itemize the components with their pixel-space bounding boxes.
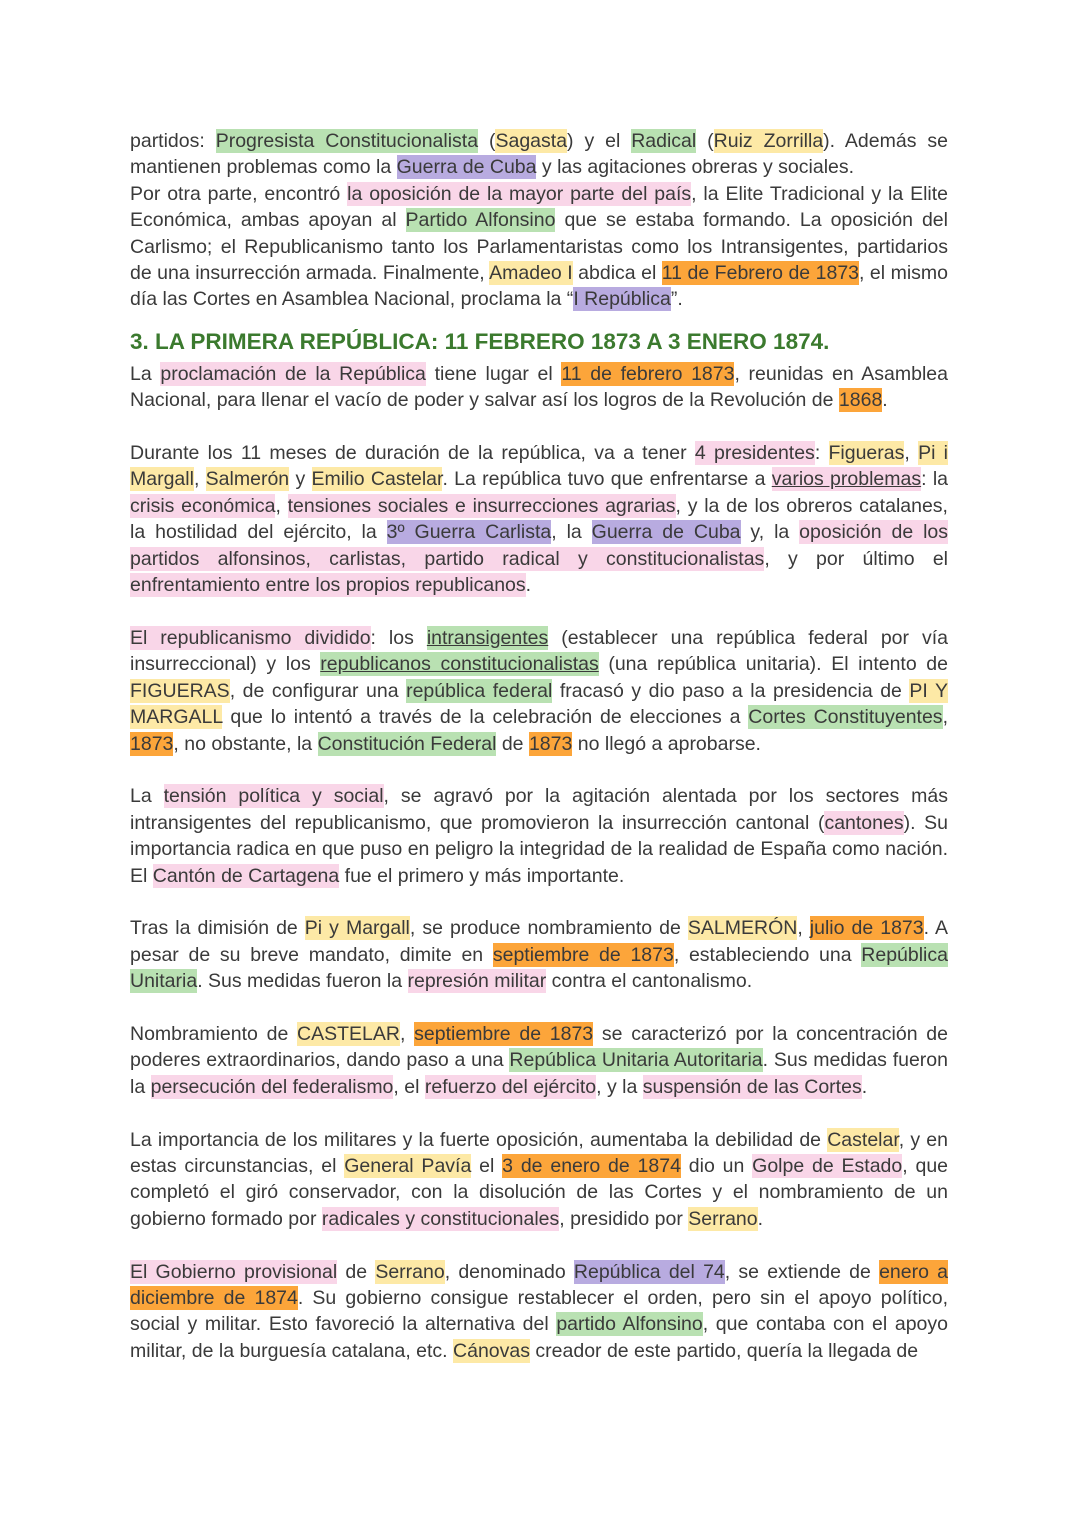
- text-run: .: [757, 1207, 764, 1230]
- text-run: , estableciendo una: [673, 943, 862, 966]
- text-run: Tras la dimisión de: [130, 917, 305, 940]
- highlight-pink: crisis económica: [130, 494, 276, 517]
- highlight-purple: Guerra de Cuba: [591, 521, 741, 544]
- text-run: y las agitaciones obreras y sociales.: [536, 156, 855, 179]
- highlight-yellow: Salmerón: [205, 468, 290, 491]
- text-run: ) y el: [567, 130, 632, 152]
- highlight-yellow: Pi y Margall: [304, 917, 410, 940]
- text-run: dio un: [680, 1154, 753, 1177]
- highlight-orange: septiembre de 1873: [492, 943, 674, 966]
- text-run: :: [814, 442, 829, 465]
- text-run: y, la: [740, 521, 800, 544]
- highlight-yellow: Amadeo I: [489, 262, 573, 285]
- highlight-orange: 1868: [838, 389, 883, 412]
- text-run: La: [130, 362, 161, 385]
- document-page: [130, 128, 948, 1391]
- text-run: se caracterizó por la concentración de poderes extraordinarios, dando paso a una: [130, 1022, 948, 1072]
- highlight-pink: tensión política y social: [163, 785, 384, 808]
- text-run: , y la de los obreros catalanes, la hostilidad del ejército, la: [130, 494, 948, 544]
- highlight-yellow: Figueras: [828, 442, 905, 465]
- highlight-pink: cantones: [824, 811, 904, 834]
- highlight-yellow: General Pavía: [344, 1154, 472, 1177]
- highlight-green: republicanos constitucionalistas: [320, 653, 599, 676]
- text-run: , la: [551, 521, 592, 544]
- highlight-green: república federal: [406, 679, 553, 702]
- text-run: ,: [400, 1022, 415, 1045]
- text-run: Por otra parte, encontró: [130, 182, 348, 205]
- text-run: (: [478, 130, 496, 152]
- highlight-orange: 3 de enero de 1874: [502, 1154, 681, 1177]
- text-run: creador de este partido, quería la llegada de: [530, 1339, 919, 1362]
- text-run: , el: [393, 1075, 425, 1098]
- highlight-green: intransigentes: [426, 626, 549, 649]
- text-run: La importancia de los militares y la fuerte oposición, aumentaba la debilidad de: [130, 1128, 828, 1151]
- highlight-yellow: SALMERÓN: [687, 917, 798, 940]
- highlight-pink: tensiones sociales e insurrecciones agrarias: [287, 494, 676, 517]
- highlight-pink: 4 presidentes: [694, 442, 815, 465]
- text-run: , que contaba con el apoyo militar, de la burguesía catalana, etc.: [130, 1313, 948, 1362]
- highlight-yellow: PI Y MARGALL: [130, 679, 949, 729]
- paragraph-presidentes: [130, 440, 948, 598]
- highlight-yellow: FIGUERAS: [130, 679, 230, 702]
- highlight-yellow: CASTELAR: [297, 1022, 400, 1045]
- text-run: . La república tuvo que enfrentarse a: [442, 468, 772, 491]
- highlight-green: Partido Alfonsino: [405, 209, 556, 232]
- paragraph-proclamacion: [130, 361, 948, 414]
- text-run: , se agravó por la agitación alentada por los sectores más intransigentes del republicanismo, que promovieron la insurrección cantonal (: [130, 785, 948, 834]
- highlight-green: Progresista Constitucionalista: [215, 130, 479, 152]
- highlight-orange: 11 de Febrero de 1873: [661, 262, 860, 285]
- text-run: de: [496, 732, 529, 755]
- text-run: , se extiende de: [724, 1260, 880, 1283]
- text-run: .: [882, 389, 888, 412]
- highlight-green: partido Alfonsino: [556, 1313, 703, 1336]
- text-run: , se produce nombramiento de: [409, 917, 688, 940]
- highlight-pink: refuerzo del ejército: [424, 1075, 597, 1098]
- text-run: que lo intentó a través de la celebración de elecciones a: [222, 706, 749, 729]
- highlight-purple: 3º Guerra Carlista: [386, 521, 552, 544]
- highlight-purple: I República: [573, 288, 671, 311]
- highlight-yellow: Ruiz Zorrilla: [713, 130, 824, 152]
- highlight-orange: septiembre de 1873: [414, 1022, 594, 1045]
- paragraph-tension-cantonal: [130, 783, 948, 889]
- text-run: . A pesar de su breve mandato, dimite en: [130, 917, 948, 966]
- text-run: ”.: [670, 288, 683, 311]
- highlight-pink: El republicanismo dividido: [130, 626, 371, 649]
- paragraph-golpe-pavia: [130, 1127, 948, 1233]
- text-run: no llegó a aprobarse.: [572, 732, 761, 755]
- highlight-pink: oposición de los partidos alfonsinos, carlistas, partido radical y constitucionalistas: [130, 521, 949, 570]
- highlight-orange: julio de 1873: [809, 917, 924, 940]
- text-run: ,: [275, 494, 288, 517]
- highlight-pink: varios problemas: [771, 468, 922, 491]
- text-run: . Su gobierno consigue restablecer el orden, pero sin el apoyo político, social y militar. Esto favoreció la alternativa del: [130, 1286, 948, 1336]
- text-run: el: [471, 1154, 503, 1177]
- text-run: Nombramiento de: [130, 1022, 298, 1045]
- text-run: . Sus medidas fueron la: [197, 970, 408, 993]
- highlight-green: Radical: [631, 130, 697, 152]
- highlight-pink: enfrentamiento entre los propios republicanos: [130, 574, 526, 597]
- text-run: de: [337, 1260, 376, 1283]
- highlight-green: República Unitaria: [130, 943, 948, 993]
- highlight-yellow: Sagasta: [495, 130, 568, 152]
- highlight-purple: República del 74: [573, 1260, 725, 1283]
- paragraph-republicanismo-dividido: [130, 625, 948, 757]
- highlight-yellow: Pi i Margall: [130, 442, 948, 491]
- highlight-orange: 1873: [130, 732, 174, 755]
- text-run: La: [130, 785, 164, 808]
- text-run: , que completó el giró conservador, con la disolución de las Cortes y el nombramiento de un gobierno formado por: [130, 1154, 949, 1230]
- paragraph-salmeron: [130, 915, 948, 994]
- text-run: que se estaba formando. La oposición del Carlismo; el Republicanismo tanto los Parlamentaristas como los Intransigentes, partidarios de una insurrección armada. Finalmente,: [130, 209, 948, 285]
- text-run: ,: [942, 706, 948, 729]
- text-run: .: [525, 574, 532, 597]
- text-run: , la Elite Tradicional y la Elite Económica, ambas apoyan al: [130, 182, 949, 232]
- highlight-yellow: Serrano: [375, 1260, 445, 1283]
- text-run: . Sus medidas fueron la: [130, 1049, 948, 1098]
- text-run: ). Además se mantienen problemas como la: [130, 130, 948, 179]
- text-run: (: [696, 130, 714, 152]
- highlight-green: Cortes Constituyentes: [748, 706, 943, 729]
- text-run: : la: [921, 468, 949, 491]
- highlight-pink: proclamación de la República: [160, 362, 426, 385]
- text-run: fracasó y dio paso a la presidencia de: [552, 679, 910, 702]
- text-run: abdica el: [572, 262, 662, 285]
- highlight-orange: enero a diciembre de 1874: [130, 1260, 948, 1309]
- text-run: ). Su importancia radica en que puso en peligro la integridad de la realidad de España como nación. El: [130, 811, 948, 887]
- highlight-pink: suspensión de las Cortes: [642, 1075, 862, 1098]
- text-run: tiene lugar el: [425, 362, 562, 385]
- highlight-yellow: Cánovas: [453, 1339, 530, 1362]
- text-run: ,: [797, 917, 810, 940]
- highlight-pink: Golpe de Estado: [752, 1154, 903, 1177]
- text-run: (establecer una república federal por vía insurreccional) y los: [130, 626, 948, 676]
- text-run: contra el cantonalismo.: [546, 970, 753, 993]
- highlight-orange: 11 de febrero 1873: [561, 362, 735, 385]
- highlight-purple: Guerra de Cuba: [396, 156, 537, 179]
- highlight-pink: radicales y constitucionales: [321, 1207, 560, 1230]
- text-run: , de configurar una: [229, 679, 407, 702]
- text-run: , y en estas circunstancias, el: [130, 1128, 948, 1177]
- text-run: , y por último el: [764, 547, 948, 570]
- text-run: ,: [904, 442, 919, 465]
- highlight-orange: 1873: [528, 732, 573, 755]
- text-run: : los: [370, 626, 427, 649]
- highlight-yellow: Serrano: [688, 1207, 758, 1230]
- text-run: , el mismo día las Cortes en Asamblea Nacional, proclama la “: [130, 262, 948, 311]
- text-run: , y la: [596, 1075, 643, 1098]
- paragraph-gobierno-serrano: [130, 1259, 948, 1365]
- highlight-pink: persecución del federalismo: [150, 1075, 394, 1098]
- paragraph-castelar: [130, 1021, 948, 1100]
- text-run: fue el primero y más importante.: [339, 864, 625, 887]
- text-run: (una república unitaria). El intento de: [598, 653, 948, 676]
- highlight-pink: El Gobierno provisional: [130, 1260, 338, 1283]
- section-heading: 3. LA PRIMERA REPÚBLICA: 11 FEBRERO 1873 A 3 ENERO 1874.: [130, 328, 830, 354]
- text-run: ,: [193, 468, 206, 491]
- highlight-pink: Cantón de Cartagena: [152, 864, 340, 887]
- text-run: .: [861, 1075, 868, 1098]
- text-run: , denominado: [444, 1260, 574, 1283]
- highlight-pink: represión militar: [407, 970, 547, 993]
- highlight-pink: la oposición de la mayor parte del país: [347, 182, 692, 205]
- highlight-yellow: Emilio Castelar: [311, 468, 443, 491]
- text-run: , presidido por: [559, 1207, 689, 1230]
- text-run: , no obstante, la: [173, 732, 318, 755]
- highlight-green: Constitución Federal: [317, 732, 497, 755]
- highlight-green: República Unitaria Autoritaria: [509, 1049, 763, 1072]
- highlight-yellow: Castelar: [827, 1128, 899, 1151]
- text-run: partidos:: [130, 130, 216, 152]
- paragraph-partidos: [130, 128, 948, 313]
- text-run: , reunidas en Asamblea Nacional, para llenar el vacío de poder y salvar así los logros de la Revolución de: [130, 362, 948, 412]
- text-run: y: [289, 468, 312, 491]
- text-run: Durante los 11 meses de duración de la república, va a tener: [130, 442, 695, 465]
